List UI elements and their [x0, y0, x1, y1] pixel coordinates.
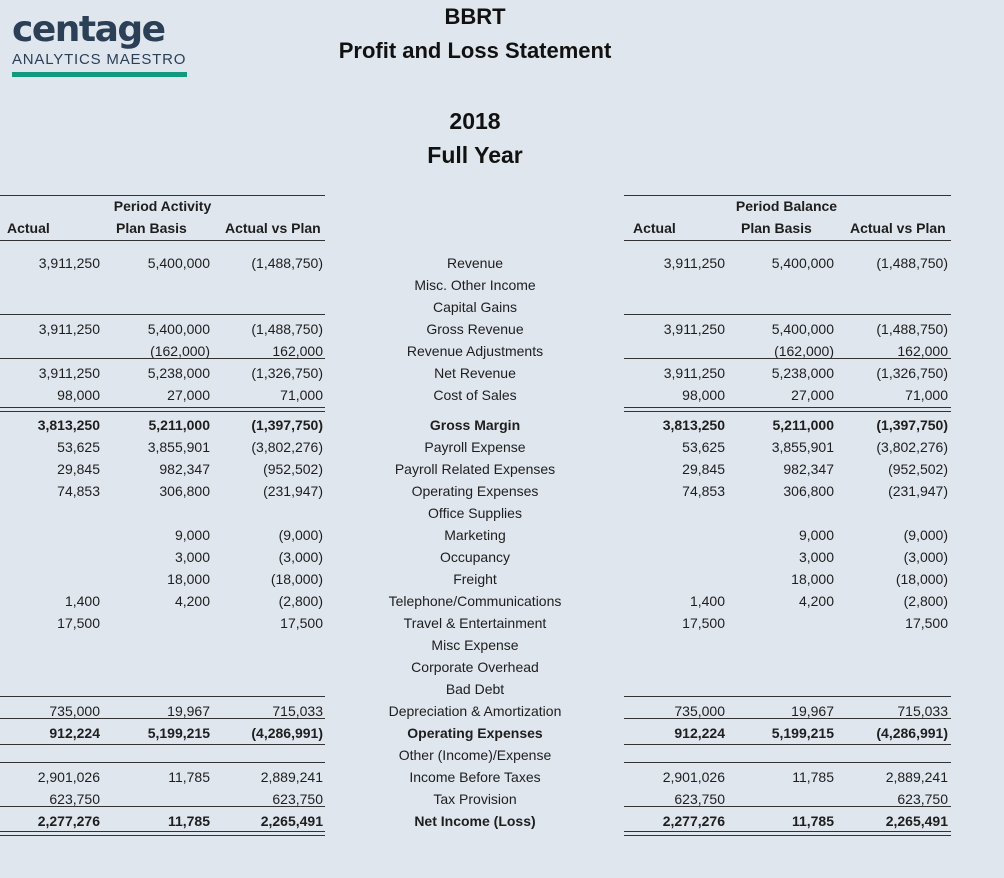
left-plan-value: 5,199,215 [147, 725, 210, 741]
left-grand-total-double-rule [0, 831, 325, 836]
left-subtotal-rule [0, 314, 325, 315]
pl-row [0, 480, 1004, 502]
right-actual-value: 912,224 [674, 725, 725, 741]
pl-row [0, 656, 1004, 678]
right-variance-value: (1,397,750) [876, 417, 948, 433]
left-col-header-actual: Actual [7, 220, 50, 236]
right-variance-value: 623,750 [897, 791, 948, 807]
left-col-header-actual-vs-plan: Actual vs Plan [225, 220, 321, 236]
left-variance-value: (4,286,991) [251, 725, 323, 741]
left-header-underline [0, 240, 325, 241]
left-actual-value [0, 524, 100, 546]
right-plan-value: 11,785 [792, 769, 834, 785]
left-variance-value: (952,502) [263, 461, 323, 477]
left-section-top-rule [0, 195, 325, 196]
right-plan-value: 5,400,000 [771, 255, 834, 271]
left-plan-value: 3,855,901 [147, 439, 210, 455]
right-plan-value: 18,000 [791, 571, 834, 587]
right-variance-value: (4,286,991) [876, 725, 948, 741]
row-label: Marketing [444, 527, 506, 543]
left-variance-value: (2,800) [278, 593, 323, 609]
right-variance-value: (1,326,750) [876, 365, 948, 381]
logo-accent-bar [12, 72, 187, 77]
row-label: Travel & Entertainment [403, 615, 547, 631]
left-variance-value: (1,488,750) [251, 321, 323, 337]
right-variance-value: 2,889,241 [885, 769, 948, 785]
right-actual-value [625, 656, 725, 678]
left-variance-value [210, 274, 323, 296]
right-subtotal-rule [624, 314, 951, 315]
row-label: Capital Gains [432, 299, 518, 315]
pl-row [0, 634, 1004, 656]
right-section-title: Period Balance [735, 198, 838, 214]
right-actual-value: 623,750 [674, 791, 725, 807]
left-plan-value: 4,200 [174, 593, 210, 609]
right-actual-value [625, 546, 725, 568]
row-label: Telephone/Communications [388, 593, 562, 609]
row-label: Misc Expense [431, 637, 519, 653]
left-actual-value [0, 274, 100, 296]
right-col-header-plan-basis: Plan Basis [741, 220, 812, 236]
left-plan-value: (162,000) [150, 343, 210, 359]
left-col-header-plan-basis: Plan Basis [116, 220, 187, 236]
left-plan-value: 5,400,000 [147, 255, 210, 271]
left-actual-value: 29,845 [57, 461, 100, 477]
right-actual-value: 1,400 [689, 593, 725, 609]
right-plan-value: 5,199,215 [771, 725, 834, 741]
pl-row [0, 590, 1004, 612]
right-variance-value [835, 634, 948, 656]
pl-row [0, 436, 1004, 458]
right-actual-value: 2,901,026 [662, 769, 725, 785]
row-label: Operating Expenses [411, 483, 539, 499]
left-actual-value: 623,750 [49, 791, 100, 807]
row-label: Cost of Sales [433, 387, 517, 403]
row-label: Net Revenue [434, 365, 516, 381]
right-actual-value: 29,845 [682, 461, 725, 477]
right-actual-value: 735,000 [674, 703, 725, 719]
left-variance-value: (18,000) [270, 571, 323, 587]
right-col-header-actual-vs-plan: Actual vs Plan [850, 220, 946, 236]
right-actual-value [625, 568, 725, 590]
left-actual-value: 2,901,026 [37, 769, 100, 785]
left-actual-value: 2,277,276 [37, 813, 100, 829]
right-plan-value [724, 502, 834, 524]
right-plan-value [724, 274, 834, 296]
pl-row [0, 414, 1004, 436]
left-plan-value: 11,785 [167, 813, 210, 829]
left-variance-value: 17,500 [280, 615, 323, 631]
left-variance-value: 71,000 [280, 387, 323, 403]
pl-row [0, 362, 1004, 384]
right-variance-value: (3,802,276) [876, 439, 948, 455]
left-plan-value: 3,000 [174, 549, 210, 565]
left-section-title: Period Activity [113, 198, 212, 214]
left-plan-value: 11,785 [168, 769, 210, 785]
right-variance-value: (2,800) [903, 593, 948, 609]
left-actual-value: 1,400 [64, 593, 100, 609]
right-plan-value: 9,000 [798, 527, 834, 543]
right-actual-value: 3,911,250 [663, 321, 725, 337]
row-label: Revenue [446, 255, 504, 271]
left-variance-value: 2,889,241 [260, 769, 323, 785]
right-plan-value [724, 612, 834, 634]
row-label: Payroll Related Expenses [394, 461, 556, 477]
pl-row [0, 612, 1004, 634]
left-variance-value: 162,000 [272, 343, 323, 359]
row-label: Corporate Overhead [411, 659, 539, 675]
left-variance-value: (1,326,750) [251, 365, 323, 381]
right-subtotal-rule [624, 696, 951, 697]
row-label: Depreciation & Amortization [388, 703, 562, 719]
left-total-double-rule [0, 407, 325, 412]
right-plan-value [724, 634, 834, 656]
right-variance-value: 17,500 [905, 615, 948, 631]
left-actual-value: 735,000 [49, 703, 100, 719]
left-variance-value: (3,000) [278, 549, 323, 565]
right-subtotal-rule [624, 762, 951, 763]
right-variance-value: (3,000) [903, 549, 948, 565]
right-plan-value: (162,000) [774, 343, 834, 359]
right-variance-value [835, 502, 948, 524]
left-actual-value: 3,911,250 [38, 365, 100, 381]
right-subtotal-rule [624, 718, 951, 719]
right-subtotal-rule [624, 806, 951, 807]
right-plan-value: 3,000 [798, 549, 834, 565]
left-plan-value [100, 612, 210, 634]
left-actual-value [0, 656, 100, 678]
right-variance-value: 71,000 [905, 387, 948, 403]
row-label: Office Supplies [428, 505, 522, 521]
right-variance-value: (9,000) [903, 527, 948, 543]
right-variance-value [835, 274, 948, 296]
left-variance-value: (1,397,750) [251, 417, 323, 433]
left-plan-value: 5,238,000 [147, 365, 210, 381]
left-plan-value [100, 656, 210, 678]
row-label: Misc. Other Income [414, 277, 536, 293]
left-variance-value: 2,265,491 [260, 813, 323, 829]
row-label: Gross Margin [429, 417, 521, 433]
right-plan-value: 5,400,000 [771, 321, 834, 337]
left-variance-value: (3,802,276) [251, 439, 323, 455]
left-variance-value [210, 502, 323, 524]
right-plan-value: 306,800 [783, 483, 834, 499]
left-variance-value: (9,000) [278, 527, 323, 543]
right-col-header-actual: Actual [633, 220, 676, 236]
row-label: Occupancy [439, 549, 511, 565]
right-plan-value [724, 656, 834, 678]
left-variance-value: 715,033 [272, 703, 323, 719]
row-label: Bad Debt [445, 681, 505, 697]
left-plan-value: 9,000 [174, 527, 210, 543]
pl-row [0, 458, 1004, 480]
right-section-top-rule [624, 195, 951, 196]
row-label: Freight [453, 571, 497, 587]
left-actual-value: 3,813,250 [37, 417, 100, 433]
right-actual-value: 3,911,250 [663, 365, 725, 381]
left-actual-value: 3,911,250 [38, 255, 100, 271]
right-plan-value: 982,347 [783, 461, 834, 477]
right-actual-value [625, 524, 725, 546]
row-label: Gross Revenue [426, 321, 524, 337]
right-plan-value: 5,238,000 [771, 365, 834, 381]
left-actual-value: 98,000 [57, 387, 100, 403]
left-actual-value [0, 634, 100, 656]
pl-row [0, 568, 1004, 590]
left-plan-value: 27,000 [167, 387, 210, 403]
logo-tagline: ANALYTICS MAESTRO [12, 51, 187, 68]
right-variance-value: (952,502) [888, 461, 948, 477]
right-variance-value: 162,000 [897, 343, 948, 359]
pl-row [0, 502, 1004, 524]
left-plan-value: 5,211,000 [148, 417, 210, 433]
right-grand-total-double-rule [624, 831, 951, 836]
left-variance-value [210, 656, 323, 678]
left-variance-value: (231,947) [263, 483, 323, 499]
right-subtotal-rule [624, 358, 951, 359]
left-plan-value: 19,967 [167, 703, 210, 719]
right-actual-value: 2,277,276 [662, 813, 725, 829]
row-label: Other (Income)/Expense [398, 747, 552, 763]
left-subtotal-rule [0, 696, 325, 697]
row-label: Income Before Taxes [409, 769, 541, 785]
report-year: 2018 [449, 108, 501, 134]
left-actual-value [0, 502, 100, 524]
right-actual-value: 3,813,250 [662, 417, 725, 433]
left-actual-value [0, 546, 100, 568]
pl-row [0, 810, 1004, 832]
pl-row [0, 722, 1004, 744]
statement-title: Profit and Loss Statement [338, 38, 612, 63]
pl-row [0, 766, 1004, 788]
left-plan-value: 18,000 [167, 571, 210, 587]
left-plan-value [100, 502, 210, 524]
right-header-underline [624, 240, 951, 241]
left-subtotal-rule [0, 806, 325, 807]
left-plan-value: 5,400,000 [147, 321, 210, 337]
row-label: Operating Expenses [407, 725, 543, 741]
row-label: Net Income (Loss) [414, 813, 536, 829]
right-plan-value: 11,785 [791, 813, 834, 829]
right-actual-value: 98,000 [682, 387, 725, 403]
left-actual-value: 3,911,250 [38, 321, 100, 337]
right-variance-value: (1,488,750) [876, 321, 948, 337]
right-variance-value: (231,947) [888, 483, 948, 499]
left-variance-value: 623,750 [272, 791, 323, 807]
left-actual-value: 912,224 [49, 725, 100, 741]
right-plan-value: 5,211,000 [772, 417, 834, 433]
pl-row [0, 274, 1004, 296]
right-actual-value [625, 274, 725, 296]
left-subtotal-rule [0, 762, 325, 763]
right-variance-value [835, 656, 948, 678]
right-variance-value: 2,265,491 [885, 813, 948, 829]
pl-row [0, 384, 1004, 406]
left-plan-value: 306,800 [159, 483, 210, 499]
left-plan-value [100, 634, 210, 656]
pl-row [0, 252, 1004, 274]
left-subtotal-rule [0, 718, 325, 719]
row-label: Payroll Expense [424, 439, 526, 455]
right-actual-value: 53,625 [682, 439, 725, 455]
pl-row [0, 318, 1004, 340]
logo-wordmark: centage [12, 9, 165, 50]
left-actual-value [0, 568, 100, 590]
row-label: Tax Provision [433, 791, 517, 807]
right-actual-value: 3,911,250 [663, 255, 725, 271]
left-variance-value: (1,488,750) [251, 255, 323, 271]
left-actual-value: 74,853 [57, 483, 100, 499]
right-variance-value: 715,033 [897, 703, 948, 719]
right-plan-value: 3,855,901 [771, 439, 834, 455]
right-actual-value [625, 634, 725, 656]
left-plan-value: 982,347 [159, 461, 210, 477]
pl-row [0, 546, 1004, 568]
right-plan-value: 19,967 [791, 703, 834, 719]
right-variance-value: (18,000) [895, 571, 948, 587]
left-variance-value [210, 634, 323, 656]
left-subtotal-rule [0, 358, 325, 359]
right-plan-value: 4,200 [798, 593, 834, 609]
right-variance-value: (1,488,750) [876, 255, 948, 271]
row-label: Revenue Adjustments [406, 343, 544, 359]
right-actual-value [625, 502, 725, 524]
pl-row [0, 524, 1004, 546]
right-plan-value: 27,000 [791, 387, 834, 403]
right-total-double-rule [624, 407, 951, 412]
right-actual-value: 17,500 [682, 615, 725, 631]
left-actual-value: 53,625 [57, 439, 100, 455]
report-period: Full Year [427, 142, 523, 168]
left-actual-value: 17,500 [57, 615, 100, 631]
company-name: BBRT [444, 4, 506, 29]
right-actual-value: 74,853 [682, 483, 725, 499]
left-plan-value [100, 274, 210, 296]
